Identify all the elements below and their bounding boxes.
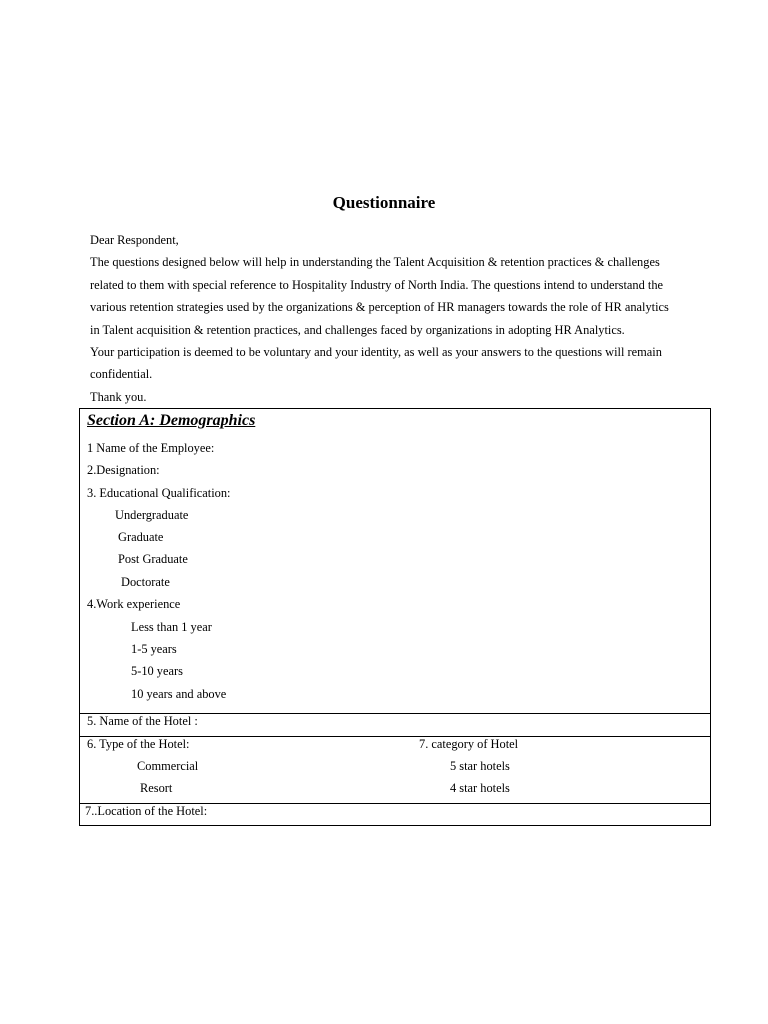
experience-option: Less than 1 year <box>131 620 212 634</box>
intro-line: Dear Respondent, <box>90 233 179 247</box>
education-option: Undergraduate <box>115 508 189 522</box>
intro-line: related to them with special reference to Hospitality Industry of North India. The questions intend to understand the <box>90 277 664 292</box>
demographics-section-box <box>79 408 711 826</box>
question-hotel-location: 7..Location of the Hotel: <box>85 804 208 818</box>
intro-line: confidential. <box>90 367 153 382</box>
intro-line: Thank you. <box>90 389 147 404</box>
question-employee-name: 1 Name of the Employee: <box>87 441 215 455</box>
experience-option: 1-5 years <box>131 642 177 656</box>
question-hotel-category: 7. category of Hotel <box>419 737 519 751</box>
hotel-type-option: Resort <box>140 781 173 795</box>
intro-line: in Talent acquisition & retention practices, and challenges faced by organizations in adopting HR Analytics. <box>90 322 625 337</box>
hotel-category-option: 4 star hotels <box>450 781 510 795</box>
question-work-experience: 4.Work experience <box>87 597 181 611</box>
intro-line: The questions designed below will help in understanding the Talent Acquisition & retention practices & challenges <box>90 255 660 270</box>
question-designation: 2.Designation: <box>87 463 160 477</box>
experience-option: 5-10 years <box>131 664 183 678</box>
intro-line: various retention strategies used by the organizations & perception of HR managers towards the role of HR analytics <box>90 300 669 315</box>
education-option: Doctorate <box>121 575 170 589</box>
question-hotel-type: 6. Type of the Hotel: <box>87 737 190 751</box>
question-education: 3. Educational Qualification: <box>87 486 231 500</box>
question-hotel-name: 5. Name of the Hotel : <box>87 714 198 728</box>
education-option: Graduate <box>118 530 164 544</box>
experience-option: 10 years and above <box>131 687 227 701</box>
education-option: Post Graduate <box>118 552 188 566</box>
page-title: Questionnaire <box>332 193 436 212</box>
hotel-category-option: 5 star hotels <box>450 759 510 773</box>
intro-paragraph <box>90 229 690 408</box>
hotel-type-option: Commercial <box>137 759 199 773</box>
intro-line: Your participation is deemed to be voluntary and your identity, as well as your answers to the questions will remain <box>90 345 662 360</box>
section-heading: Section A: Demographics <box>87 412 256 429</box>
